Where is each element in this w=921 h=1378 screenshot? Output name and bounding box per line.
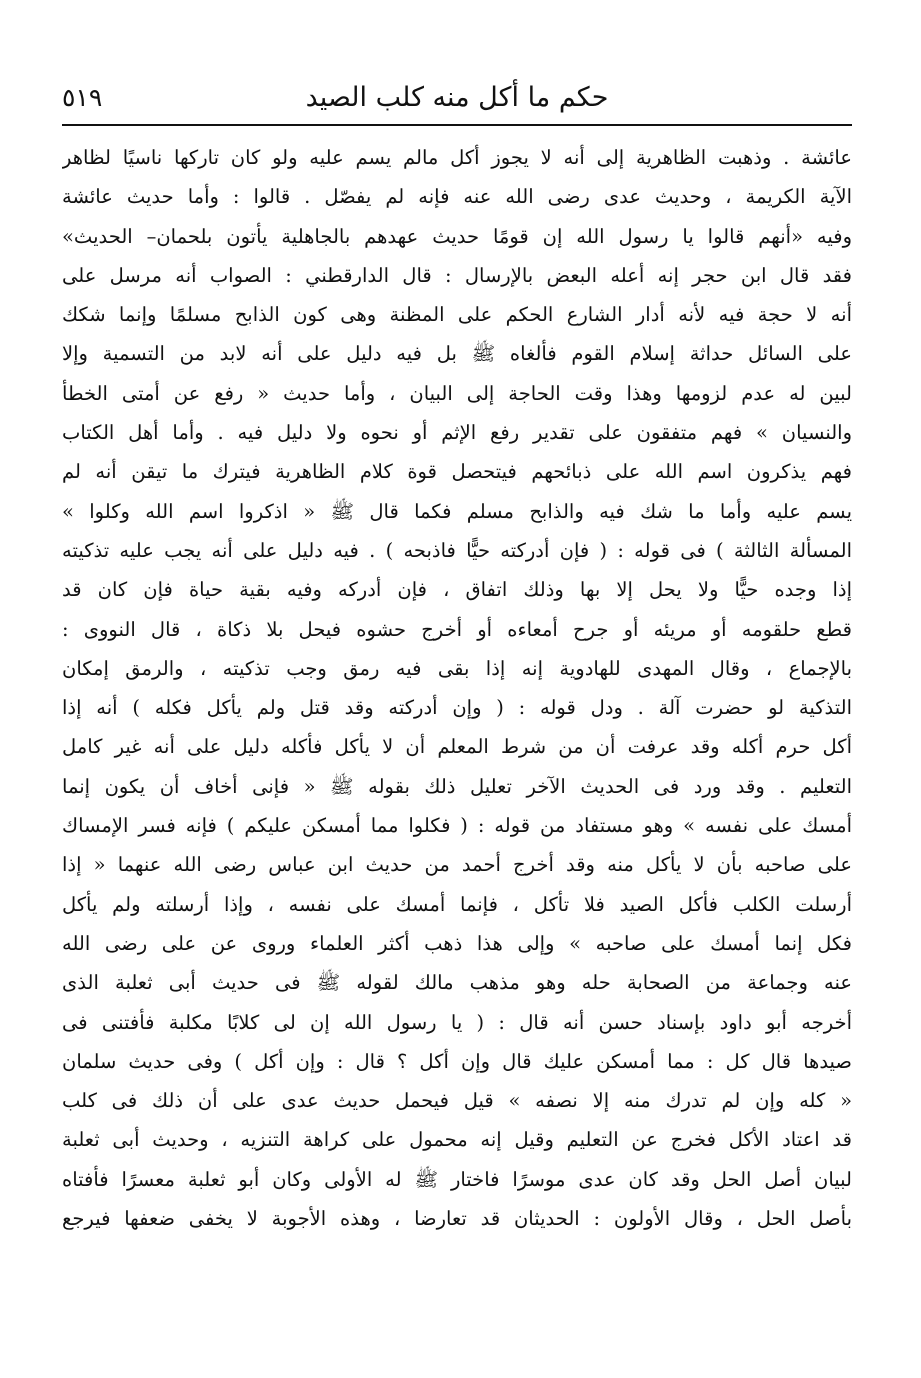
header-rule — [62, 124, 852, 126]
text-line-6: على السائل حداثة إسلام القوم فألغاه ﷺ بل فيه دليل على أنه لابد من التسمية وإلا — [62, 342, 852, 366]
body-text — [62, 138, 852, 1238]
text-line-18: أمسك على نفسه » وهو مستفاد من قوله : ( فكلوا مما أمسكن عليكم ) فإنه فسر الإمساك — [62, 814, 852, 838]
text-line-15: التذكية لو حضرت آلة . ودل قوله : ( وإن أدركته وقد قتل ولم يأكل فكله ) أنه إذا — [62, 696, 852, 720]
text-line-24: صيدها قال كل : مما أمسكن عليك قال وإن أكل ؟ قال : وإن أكل ) وفى حديث سلمان — [62, 1049, 852, 1073]
page-number: ٥١٩ — [62, 83, 103, 112]
text-line-25: « كله وإن لم تدرك منه إلا نصفه » قيل فيحمل حديث عدى على أن ذلك فى كلب — [62, 1089, 852, 1113]
text-line-28: بأصل الحل ، وقال الأولون : الحديثان قد تعارضا ، وهذه الأجوبة لا يخفى ضعفها فيرجع — [62, 1207, 852, 1231]
text-line-19: على صاحبه بأن لا يأكل منه وقد أخرج أحمد من حديث ابن عباس رضى الله عنهما « إذا — [62, 853, 852, 877]
text-line-2: الآية الكريمة ، وحديث عدى رضى الله عنه فإنه لم يفصّل . قالوا : وأما حديث عائشة — [62, 185, 852, 209]
text-line-26: قد اعتاد الأكل فخرج عن التعليم وقيل إنه محمول على كراهة التنزيه ، وحديث أبى ثعلبة — [62, 1128, 852, 1152]
text-line-9: فهم يذكرون اسم الله على ذبائحهم فيتحصل قوة كلام الظاهرية فيترك ما تيقن أنه لم — [62, 460, 852, 484]
text-line-23: أخرجه أبو داود بإسناد حسن أنه قال : ( يا رسول الله إن لى كلابًا مكلبة فأفتنى فى — [62, 1010, 852, 1034]
text-line-20: أرسلت الكلب فأكل الصيد فلا تأكل ، فإنما أمسك على نفسه ، وإذا أرسلته ولم يأكل — [62, 892, 852, 916]
text-line-17: التعليم . وقد ورد فى الحديث الآخر تعليل ذلك بقوله ﷺ « فإنى أخاف أن يكون إنما — [62, 774, 852, 798]
text-line-13: قطع حلقومه أو مريئه أو جرح أمعاءه أو أخرج حشوه فيحل بلا ذكاة ، قال النووى : — [62, 617, 852, 641]
text-line-12: إذا وجده حيًّا ولا يحل إلا بها وذلك اتفاق ، فإن أدركه وفيه بقية حياة فإن كان قد — [62, 578, 852, 602]
text-line-3: وفيه «أنهم قالوا يا رسول الله إن قومًا حديث عهدهم بالجاهلية يأتون بلحمان– الحديث» — [62, 224, 852, 248]
text-line-16: أكل حرم أكله وقد عرفت أن من شرط المعلم أن لا يأكل فأكله دليل على أنه غير كامل — [62, 735, 852, 759]
running-title: حكم ما أكل منه كلب الصيد — [305, 82, 609, 113]
text-line-8: والنسيان » فهم متفقون على تقدير رفع الإثم أو نحوه ولا دليل فيه . وأما أهل الكتاب — [62, 421, 852, 445]
text-line-21: فكل إنما أمسك على صاحبه » وإلى هذا ذهب أكثر العلماء وروى عن على رضى الله — [62, 931, 852, 955]
text-line-7: لبين له عدم لزومها وهذا وقت الحاجة إلى البيان ، وأما حديث « رفع عن أمتى الخطأ — [62, 381, 852, 405]
text-line-14: بالإجماع ، وقال المهدى للهادوية إنه إذا بقى فيه رمق وجب تذكيته ، والرمق إمكان — [62, 656, 852, 680]
text-line-27: لبيان أصل الحل وقد كان عدى موسرًا فاختار ﷺ له الأولى وكان أبو ثعلبة معسرًا فأفتاه — [62, 1167, 852, 1191]
text-line-10: يسم عليه وأما ما شك فيه والذابح مسلم فكما قال ﷺ « اذكروا اسم الله وكلوا » — [62, 499, 852, 523]
text-line-22: عنه وجماعة من الصحابة حله وهو مذهب مالك لقوله ﷺ فى حديث أبى ثعلبة الذى — [62, 971, 852, 995]
page-header — [62, 80, 852, 128]
text-line-1: عائشة . وذهبت الظاهرية إلى أنه لا يجوز أكل مالم يسم عليه ولو كان تاركها ناسيًا لظاهر — [62, 146, 852, 169]
text-line-5: أنه لا حجة فيه لأنه أدار الشارع الحكم على المظنة وهى كون الذابح مسلمًا وإنما شكك — [62, 303, 852, 327]
text-line-4: فقد قال ابن حجر إنه أعله البعض بالإرسال : قال الدارقطني : الصواب أنه مرسل على — [62, 263, 852, 287]
text-line-11: المسألة الثالثة ) فى قوله : ( فإن أدركته حيًّا فاذبحه ) . فيه دليل على أنه يجب عليه تذكيته — [62, 538, 852, 562]
